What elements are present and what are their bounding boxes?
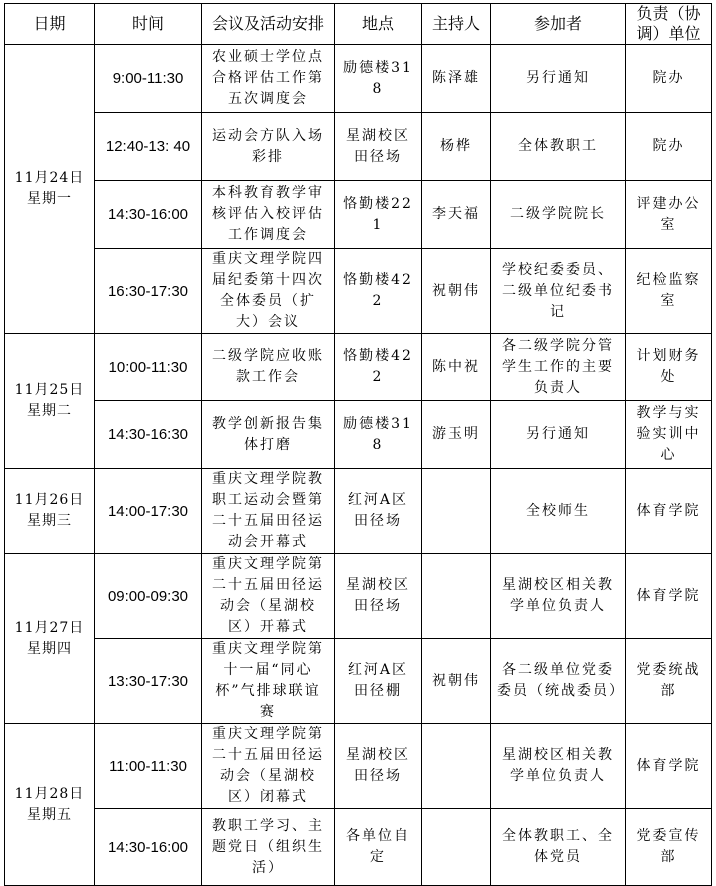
schedule-table [4, 3, 712, 886]
location-cell: 星湖校区田径场 [335, 554, 422, 639]
event-cell: 农业硕士学位点合格评估工作第五次调度会 [202, 45, 335, 113]
time-cell: 13:30-17:30 [95, 639, 202, 724]
time-cell: 14:30-16:30 [95, 401, 202, 469]
host-cell: 祝朝伟 [422, 249, 491, 334]
host-cell: 陈泽雄 [422, 45, 491, 113]
header-participants: 参加者 [491, 4, 626, 45]
host-cell [422, 554, 491, 639]
weekday-label: 星期一 [27, 191, 72, 207]
event-cell: 教学创新报告集体打磨 [202, 401, 335, 469]
participants-cell: 各二级学院分管学生工作的主要负责人 [491, 334, 626, 401]
date-label: 11月24日 [14, 170, 85, 186]
table-row [5, 249, 712, 334]
header-date: 日期 [5, 4, 95, 45]
location-cell: 恪勤楼422 [335, 334, 422, 401]
date-label: 11月26日 [14, 492, 85, 508]
time-cell: 14:30-16:00 [95, 181, 202, 249]
unit-cell: 党委宣传部 [626, 809, 712, 886]
unit-cell: 体育学院 [626, 554, 712, 639]
table-row [5, 45, 712, 113]
time-cell: 09:00-09:30 [95, 554, 202, 639]
table-row [5, 469, 712, 554]
table-row [5, 724, 712, 809]
unit-cell: 教学与实验实训中心 [626, 401, 712, 469]
date-label: 11月25日 [14, 382, 85, 398]
header-event: 会议及活动安排 [202, 4, 335, 45]
participants-cell: 星湖校区相关教学单位负责人 [491, 554, 626, 639]
event-cell: 本科教育教学审核评估入校评估工作调度会 [202, 181, 335, 249]
unit-cell: 体育学院 [626, 469, 712, 554]
time-cell: 9:00-11:30 [95, 45, 202, 113]
table-row [5, 401, 712, 469]
host-cell: 杨桦 [422, 113, 491, 181]
weekday-label: 星期三 [27, 513, 72, 529]
location-cell: 励德楼318 [335, 45, 422, 113]
time-cell: 12:40-13: 40 [95, 113, 202, 181]
participants-cell: 另行通知 [491, 45, 626, 113]
location-cell: 红河A区田径场 [335, 469, 422, 554]
unit-cell: 院办 [626, 113, 712, 181]
event-cell: 重庆文理学院第十一届“同心杯”气排球联谊赛 [202, 639, 335, 724]
table-row [5, 639, 712, 724]
table-row [5, 334, 712, 401]
date-cell [5, 469, 95, 554]
location-cell: 各单位自定 [335, 809, 422, 886]
host-cell: 李天福 [422, 181, 491, 249]
host-cell: 陈中祝 [422, 334, 491, 401]
location-cell: 星湖校区田径场 [335, 113, 422, 181]
location-cell: 星湖校区田径场 [335, 724, 422, 809]
host-cell [422, 724, 491, 809]
header-host: 主持人 [422, 4, 491, 45]
event-cell: 重庆文理学院第二十五届田径运动会（星湖校区）闭幕式 [202, 724, 335, 809]
time-cell: 16:30-17:30 [95, 249, 202, 334]
weekday-label: 星期二 [27, 403, 72, 419]
date-cell [5, 334, 95, 469]
event-cell: 重庆文理学院教职工运动会暨第二十五届田径运动会开幕式 [202, 469, 335, 554]
participants-cell: 二级学院院长 [491, 181, 626, 249]
table-row [5, 554, 712, 639]
participants-cell: 另行通知 [491, 401, 626, 469]
header-time: 时间 [95, 4, 202, 45]
participants-cell: 星湖校区相关教学单位负责人 [491, 724, 626, 809]
host-cell: 游玉明 [422, 401, 491, 469]
table-row [5, 181, 712, 249]
schedule-body [5, 45, 712, 886]
host-cell: 祝朝伟 [422, 639, 491, 724]
participants-cell: 全校师生 [491, 469, 626, 554]
event-cell: 重庆文理学院四届纪委第十四次全体委员（扩大）会议 [202, 249, 335, 334]
participants-cell: 学校纪委委员、二级单位纪委书记 [491, 249, 626, 334]
date-cell [5, 724, 95, 886]
weekday-label: 星期五 [27, 806, 72, 823]
header-unit: 负责（协调）单位 [626, 4, 712, 45]
host-cell [422, 469, 491, 554]
location-cell: 红河A区田径棚 [335, 639, 422, 724]
unit-cell: 院办 [626, 45, 712, 113]
date-cell [5, 45, 95, 334]
date-cell [5, 554, 95, 724]
weekday-label: 星期四 [27, 640, 72, 657]
time-cell: 14:00-17:30 [95, 469, 202, 554]
participants-cell: 全体教职工 [491, 113, 626, 181]
table-row [5, 113, 712, 181]
participants-cell: 各二级单位党委委员（统战委员） [491, 639, 626, 724]
location-cell: 励德楼318 [335, 401, 422, 469]
event-cell: 运动会方队入场彩排 [202, 113, 335, 181]
location-cell: 恪勤楼422 [335, 249, 422, 334]
event-cell: 二级学院应收账款工作会 [202, 334, 335, 401]
time-cell: 11:00-11:30 [95, 724, 202, 809]
unit-cell: 体育学院 [626, 724, 712, 809]
time-cell: 10:00-11:30 [95, 334, 202, 401]
time-cell: 14:30-16:00 [95, 809, 202, 886]
header-row [5, 4, 712, 45]
header-location: 地点 [335, 4, 422, 45]
table-row [5, 809, 712, 886]
event-cell: 重庆文理学院第二十五届田径运动会（星湖校区）开幕式 [202, 554, 335, 639]
unit-cell: 纪检监察室 [626, 249, 712, 334]
unit-cell: 计划财务处 [626, 334, 712, 401]
unit-cell: 评建办公室 [626, 181, 712, 249]
unit-cell: 党委统战部 [626, 639, 712, 724]
participants-cell: 全体教职工、全体党员 [491, 809, 626, 886]
location-cell: 恪勤楼221 [335, 181, 422, 249]
event-cell: 教职工学习、主题党日（组织生活） [202, 809, 335, 886]
date-label: 11月28日 [14, 785, 85, 802]
host-cell [422, 809, 491, 886]
date-label: 11月27日 [14, 619, 85, 636]
